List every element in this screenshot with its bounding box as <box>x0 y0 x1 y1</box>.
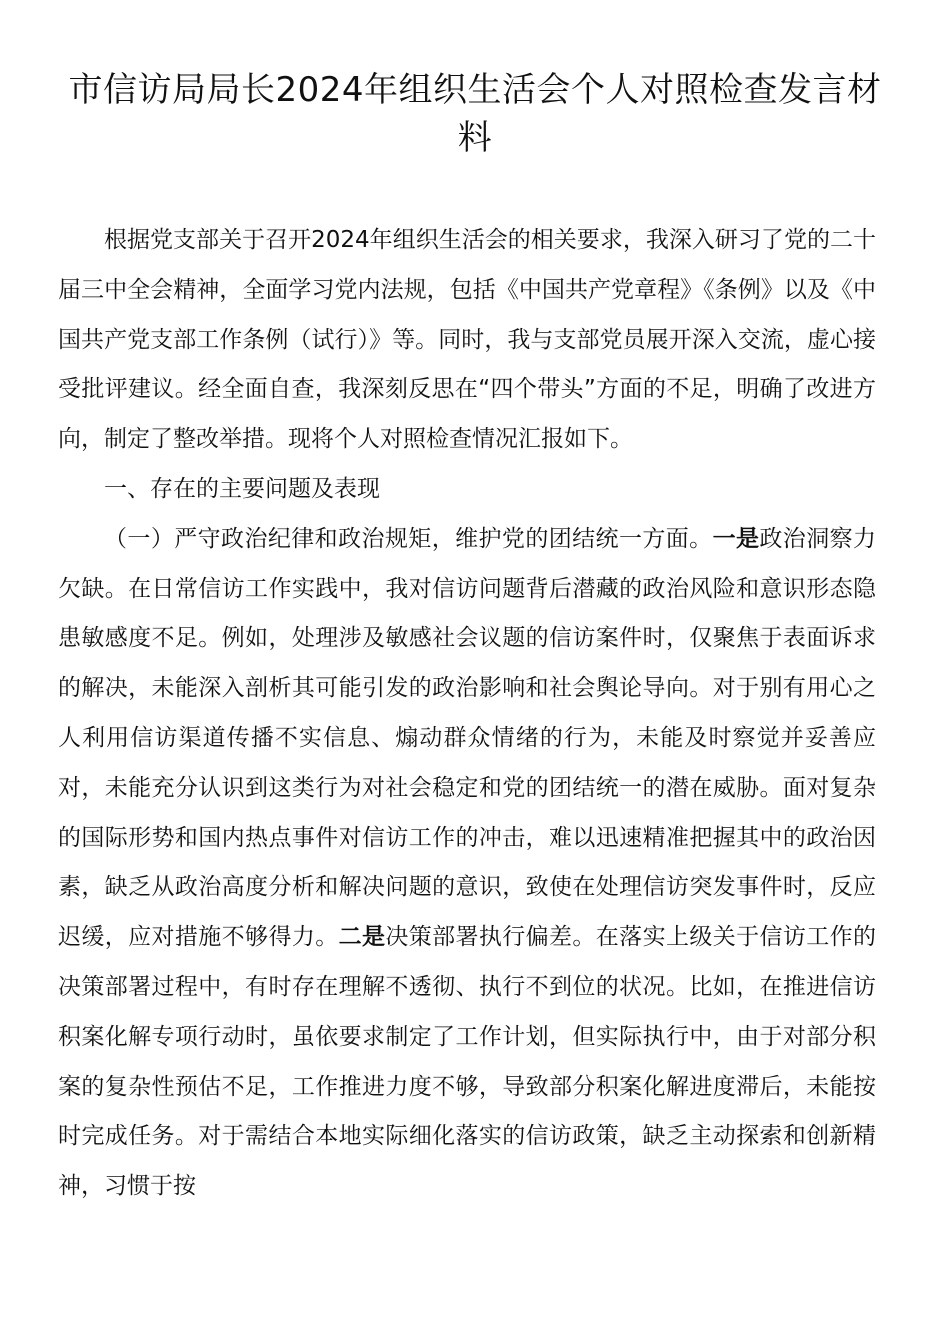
intro-paragraph: 根据党支部关于召开2024年组织生活会的相关要求，我深入研习了党的二十届三中全会精神，全面学习党内法规，包括《中国共产党章程》《条例》以及《中国共产党支部工作条例（试行）》等。同时，我与支部党员展开深入交流，虚心接受批评建议。经全面自查，我深刻反思在“四个带头”方面的不足，明确了改进方向，制定了整改举措。现将个人对照检查情况汇报如下。 <box>58 227 876 453</box>
point-2-lead: 二是 <box>338 924 386 951</box>
document-body <box>58 216 876 1212</box>
subsection-paragraph <box>58 515 876 1212</box>
point-2-text: 决策部署执行偏差。在落实上级关于信访工作的决策部署过程中，有时存在理解不透彻、执行不到位的状况。比如，在推进信访积案化解专项行动时，虽依要求制定了工作计划，但实际执行中，由于对部分积案的复杂性预估不足，工作推进力度不够，导致部分积案化解进度滞后，未能按时完成任务。对于需结合本地实际细化落实的信访政策，缺乏主动探索和创新精神，习惯于按 <box>58 924 877 1200</box>
point-1-lead: 一是 <box>712 525 760 552</box>
section-heading: 一、存在的主要问题及表现 <box>104 475 380 502</box>
document-title: 市信访局局长2024年组织生活会个人对照检查发言材料 <box>68 70 882 158</box>
point-1-text: 政治洞察力欠缺。在日常信访工作实践中，我对信访问题背后潜藏的政治风险和意识形态隐患敏感度不足。例如，处理涉及敏感社会议题的信访案件时，仅聚焦于表面诉求的解决，未能深入剖析其可能引发的政治影响和社会舆论导向。对于别有用心之人利用信访渠道传播不实信息、煽动群众情绪的行为，未能及时察觉并妥善应对，未能充分认识到这类行为对社会稳定和党的团结统一的潜在威胁。面对复杂的国际形势和国内热点事件对信访工作的冲击，难以迅速精准把握其中的政治因素，缺乏从政治高度分析和解决问题的意识，致使在处理信访突发事件时，反应迟缓，应对措施不够得力。 <box>58 525 876 951</box>
subsection-heading: （一）严守政治纪律和政治规矩，维护党的团结统一方面。 <box>104 525 713 552</box>
